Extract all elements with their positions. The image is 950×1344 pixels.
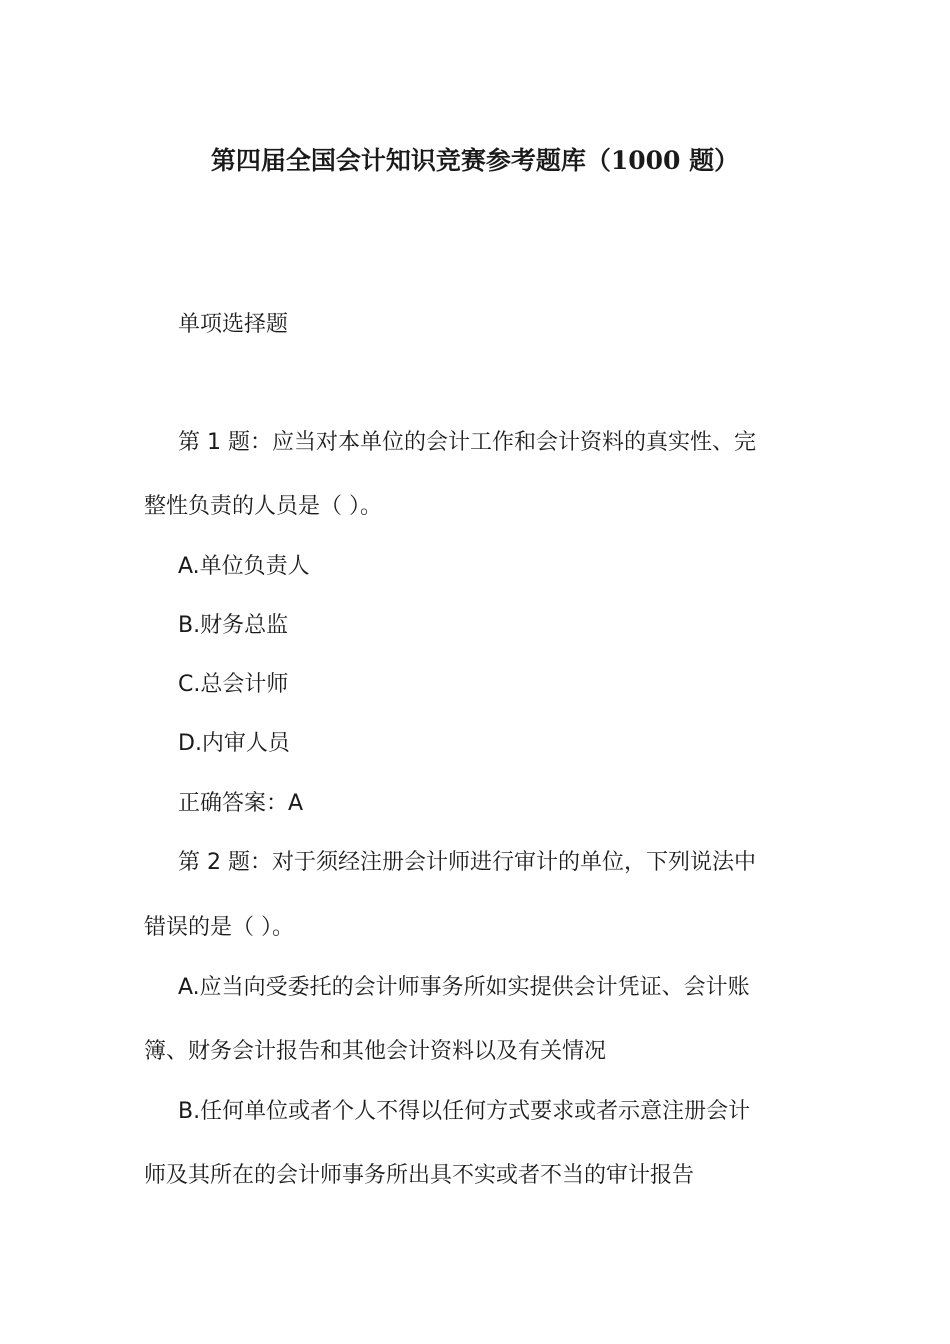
question-1-option-a: A.单位负责人 — [178, 554, 310, 579]
question-1-answer: 正确答案：A — [178, 791, 304, 816]
question-2-option-b-line-1: B.任何单位或者个人不得以任何方式要求或者示意注册会计 — [178, 1099, 751, 1124]
document-title: 第四届全国会计知识竞赛参考题库（1000 题） — [210, 146, 740, 175]
question-2-line-1: 第 2 题：对于须经注册会计师进行审计的单位，下列说法中 — [178, 850, 756, 875]
question-2-option-a-line-1: A.应当向受委托的会计师事务所如实提供会计凭证、会计账 — [178, 975, 750, 1000]
section-heading: 单项选择题 — [178, 312, 289, 337]
question-2-option-a-line-2: 簿、财务会计报告和其他会计资料以及有关情况 — [144, 1039, 607, 1064]
question-1-option-c: C.总会计师 — [178, 672, 289, 697]
question-1-line-1: 第 1 题：应当对本单位的会计工作和会计资料的真实性、完 — [178, 430, 756, 455]
question-2-line-2: 错误的是（ ）。 — [144, 915, 294, 940]
question-1-option-b: B.财务总监 — [178, 613, 289, 638]
question-1-line-2: 整性负责的人员是（ ）。 — [144, 494, 382, 519]
question-2-option-b-line-2: 师及其所在的会计师事务所出具不实或者不当的审计报告 — [144, 1163, 695, 1188]
question-1-option-d: D.内审人员 — [178, 731, 290, 756]
